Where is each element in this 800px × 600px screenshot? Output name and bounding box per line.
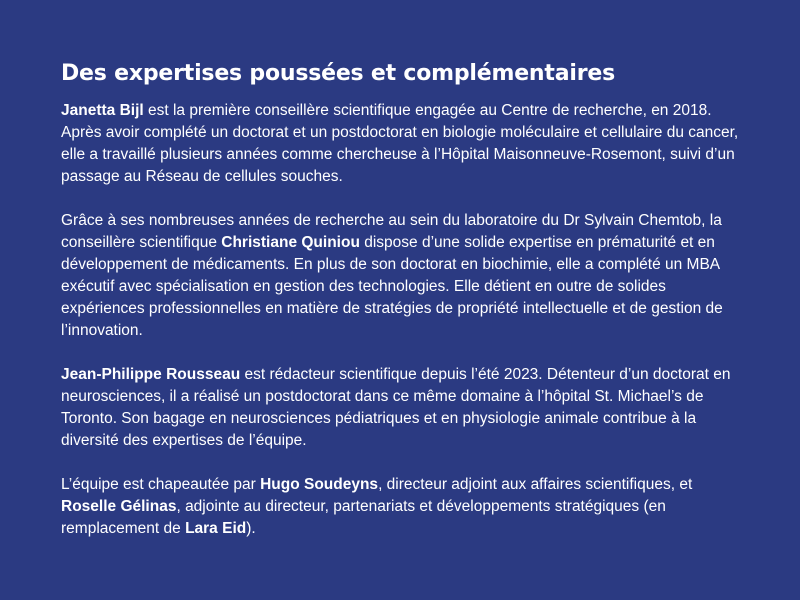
- paragraph-text: est la première conseillère scientifique engagée au Centre de recherche, en 2018. Après avoir complété un doctorat et un postdoctorat en biologie moléculaire et cellulaire du cancer, elle a travaillé plusieurs années comme chercheuse à l’Hôpital Maisonneuve-Rosemont, suivi d’un passage au Réseau de cellules souches.: [61, 102, 739, 185]
- paragraph-text: ).: [246, 520, 256, 537]
- person-name: Jean-Philippe Rousseau: [61, 366, 241, 383]
- paragraph-text: dispose d’une solide expertise en prématurité et en développement de médicaments. En plus de son doctorat en biochimie, elle a complété un MBA exécutif avec spécialisation en gestion des technologies. Elle détient en outre de solides expériences professionnelles en matière de stratégies de propriété intellectuelle et de gestion de l’innovation.: [61, 234, 723, 339]
- paragraph-team-leadership: [61, 474, 751, 540]
- paragraph-text: , directeur adjoint aux affaires scientifiques, et: [378, 476, 693, 493]
- person-name: Hugo Soudeyns: [260, 476, 379, 493]
- content-block: [61, 58, 751, 562]
- person-name: Roselle Gélinas: [61, 498, 177, 515]
- paragraph-text: Grâce à ses nombreuses années de recherche au sein du laboratoire du Dr Sylvain Chemtob, la conseillère scientifique: [61, 212, 722, 251]
- person-name: Christiane Quiniou: [221, 234, 360, 251]
- paragraph-text: est rédacteur scientifique depuis l’été 2023. Détenteur d’un doctorat en neurosciences, il a réalisé un postdoctorat dans ce même domaine à l’hôpital St. Michael’s de Toronto. Son bagage en neurosciences pédiatriques et en physiologie animale contribue à la diversité des expertises de l’équipe.: [61, 366, 731, 449]
- paragraph-janetta-bijl: [61, 100, 751, 188]
- paragraph-christiane-quiniou: [61, 210, 751, 342]
- paragraph-text: , adjointe au directeur, partenariats et développements stratégiques (en remplacement de: [61, 498, 666, 537]
- paragraph-jean-philippe-rousseau: [61, 364, 751, 452]
- person-name: Lara Eid: [185, 520, 247, 537]
- person-name: Janetta Bijl: [61, 102, 144, 119]
- paragraph-text: L’équipe est chapeautée par: [61, 476, 261, 493]
- page-title: Des expertises poussées et complémentaires: [61, 61, 615, 86]
